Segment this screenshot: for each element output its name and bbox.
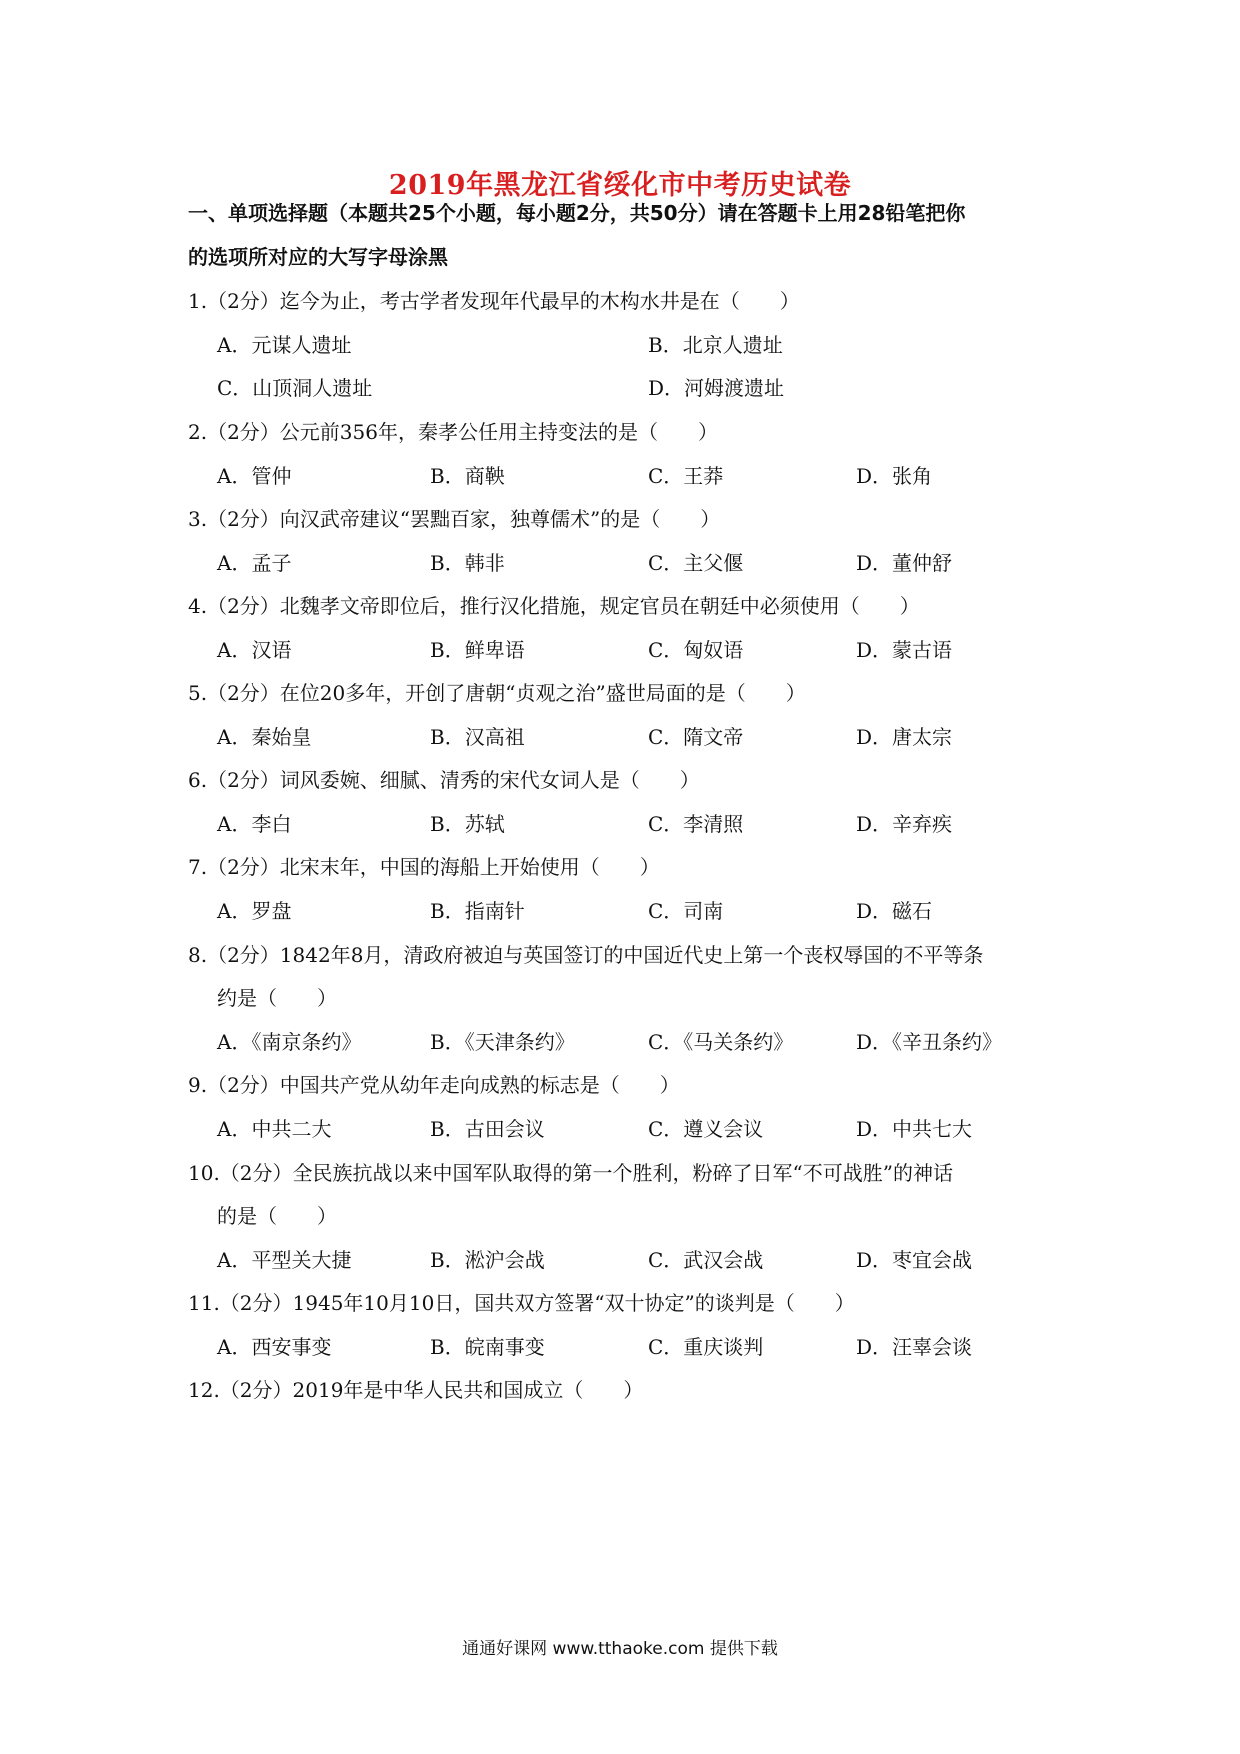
q10-option-b: B．淞沪会战 [430, 1248, 545, 1272]
q6-option-d: D．辛弃疾 [856, 812, 953, 836]
q1-option-d: D．河姆渡遗址 [648, 376, 785, 400]
section-heading-line-2: 的选项所对应的大写字母涂黑 [188, 245, 448, 269]
q9-option-a: A．中共二大 [217, 1117, 332, 1141]
q5-option-d: D．唐太宗 [856, 725, 953, 749]
q6-option-b: B．苏轼 [430, 812, 505, 836]
question-7: 7.（2分）北宋末年，中国的海船上开始使用（ ） [188, 855, 660, 879]
question-3: 3.（2分）向汉武帝建议“罢黜百家，独尊儒术”的是（ ） [188, 507, 721, 531]
q1-option-b: B．北京人遗址 [648, 333, 783, 357]
question-10-continuation: 的是（ ） [217, 1204, 337, 1228]
question-5: 5.（2分）在位20多年，开创了唐朝“贞观之治”盛世局面的是（ ） [188, 681, 806, 705]
q5-option-b: B．汉高祖 [430, 725, 525, 749]
q5-option-c: C．隋文帝 [648, 725, 744, 749]
q11-option-b: B．皖南事变 [430, 1335, 545, 1359]
q7-option-b: B．指南针 [430, 899, 525, 923]
q7-option-d: D．磁石 [856, 899, 933, 923]
q9-option-b: B．古田会议 [430, 1117, 545, 1141]
question-4: 4.（2分）北魏孝文帝即位后，推行汉化措施，规定官员在朝廷中必须使用（ ） [188, 594, 920, 618]
q1-option-a: A．元谋人遗址 [217, 333, 352, 357]
q6-option-a: A．李白 [217, 812, 292, 836]
question-11: 11.（2分）1945年10月10日，国共双方签署“双十协定”的谈判是（ ） [188, 1291, 855, 1315]
q10-option-d: D．枣宜会战 [856, 1248, 973, 1272]
q7-option-c: C．司南 [648, 899, 724, 923]
q8-option-c: C．《马关条约》 [648, 1030, 794, 1054]
q1-option-c: C．山顶洞人遗址 [217, 376, 373, 400]
q9-option-c: C．遵义会议 [648, 1117, 764, 1141]
question-2: 2.（2分）公元前356年，秦孝公任用主持变法的是（ ） [188, 420, 718, 444]
q8-option-b: B．《天津条约》 [430, 1030, 575, 1054]
q5-option-a: A．秦始皇 [217, 725, 312, 749]
q7-option-a: A．罗盘 [217, 899, 292, 923]
q4-option-b: B．鲜卑语 [430, 638, 525, 662]
section-heading-line-1: 一、单项选择题（本题共25个小题，每小题2分，共50分）请在答题卡上用28铅笔把你 [188, 201, 966, 225]
question-8: 8.（2分）1842年8月，清政府被迫与英国签订的中国近代史上第一个丧权辱国的不平等条 [188, 943, 984, 967]
document-title: 2019年黑龙江省绥化市中考历史试卷 [388, 170, 852, 201]
q4-option-a: A．汉语 [217, 638, 292, 662]
q3-option-a: A．孟子 [217, 551, 292, 575]
question-8-continuation: 约是（ ） [217, 986, 337, 1010]
q10-option-c: C．武汉会战 [648, 1248, 764, 1272]
question-12: 12.（2分）2019年是中华人民共和国成立（ ） [188, 1378, 644, 1402]
q9-option-d: D．中共七大 [856, 1117, 973, 1141]
page-footer: 通通好课网 www.tthaoke.com 提供下载 [462, 1639, 778, 1659]
q8-option-d: D．《辛丑条约》 [856, 1030, 1003, 1054]
q11-option-a: A．西安事变 [217, 1335, 332, 1359]
q11-option-c: C．重庆谈判 [648, 1335, 764, 1359]
q4-option-c: C．匈奴语 [648, 638, 744, 662]
q2-option-b: B．商鞅 [430, 464, 505, 488]
q2-option-d: D．张角 [856, 464, 933, 488]
question-10: 10.（2分）全民族抗战以来中国军队取得的第一个胜利，粉碎了日军“不可战胜”的神话 [188, 1161, 953, 1185]
question-1: 1.（2分）迄今为止，考古学者发现年代最早的木构水井是在（ ） [188, 289, 800, 313]
q2-option-c: C．王莽 [648, 464, 724, 488]
q3-option-b: B．韩非 [430, 551, 505, 575]
q2-option-a: A．管仲 [217, 464, 292, 488]
question-9: 9.（2分）中国共产党从幼年走向成熟的标志是（ ） [188, 1073, 680, 1097]
q8-option-a: A．《南京条约》 [217, 1030, 362, 1054]
q11-option-d: D．汪辜会谈 [856, 1335, 973, 1359]
q3-option-d: D．董仲舒 [856, 551, 953, 575]
q4-option-d: D．蒙古语 [856, 638, 953, 662]
q3-option-c: C．主父偃 [648, 551, 744, 575]
q10-option-a: A．平型关大捷 [217, 1248, 352, 1272]
q6-option-c: C．李清照 [648, 812, 744, 836]
question-6: 6.（2分）词风委婉、细腻、清秀的宋代女词人是（ ） [188, 768, 700, 792]
